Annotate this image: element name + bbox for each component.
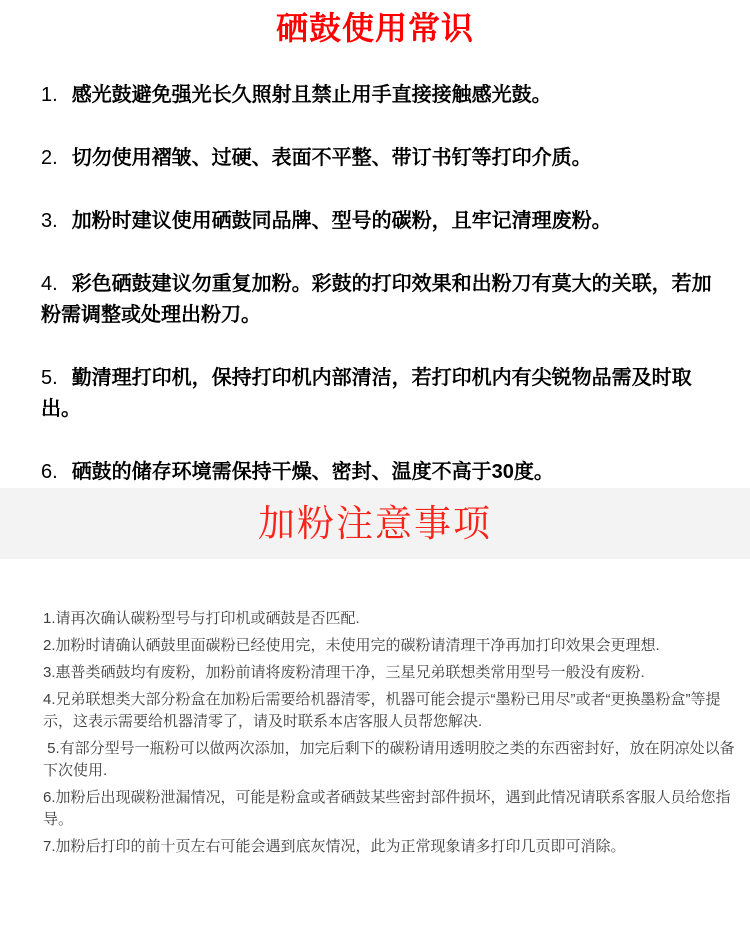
usage-item-number: 6. [41, 461, 58, 483]
usage-item-text: 切勿使用褶皱、过硬、表面不平整、带订书钉等打印介质。 [71, 147, 592, 169]
refill-item: 6.加粉后出现碳粉泄漏情况，可能是粉盒或者硒鼓某些密封部件损坏，遇到此情况请联系客服人员给您指导。 [43, 789, 731, 828]
refill-item: 2.加粉时请确认硒鼓里面碳粉已经使用完，未使用完的碳粉请清理干净再加打印效果会更理想. [43, 637, 660, 654]
usage-item-number: 2. [41, 147, 58, 169]
usage-item [41, 206, 712, 237]
refill-banner-title: 加粉注意事项 [258, 503, 492, 544]
usage-item [41, 363, 712, 425]
usage-item-text: 加粉时建议使用硒鼓同品牌、型号的碳粉，且牢记清理废粉。 [71, 210, 612, 232]
usage-item-text: 感光鼓避免强光长久照射且禁止用手直接接触感光鼓。 [71, 84, 552, 106]
usage-item-text: 彩色硒鼓建议勿重复加粉。彩鼓的打印效果和出粉刀有莫大的关联，若加粉需调整或处理出粉刀。 [41, 273, 712, 326]
usage-item-number: 3. [41, 210, 58, 232]
refill-item: 7.加粉后打印的前十页左右可能会遇到底灰情况，此为正常现象请多打印几页即可消除。 [43, 838, 626, 855]
refill-list [0, 608, 750, 863]
refill-item: 4.兄弟联想类大部分粉盒在加粉后需要给机器清零，机器可能会提示“墨粉已用尽”或者“更换墨粉盒”等提示，这表示需要给机器清零了，请及时联系本店客服人员帮您解决. [43, 691, 721, 730]
refill-item: 3.惠普类硒鼓均有废粉，加粉前请将废粉清理干净，三星兄弟联想类常用型号一般没有废粉. [43, 664, 645, 681]
usage-item [41, 269, 712, 331]
usage-item-number: 4. [41, 273, 58, 295]
usage-item-text: 硒鼓的储存环境需保持干燥、密封、温度不高于30度。 [71, 461, 554, 483]
usage-list [0, 80, 750, 488]
refill-banner [0, 488, 750, 559]
usage-section-title: 硒鼓使用常识 [275, 10, 474, 46]
usage-item-number: 5. [41, 367, 58, 389]
usage-item [41, 80, 712, 111]
usage-item [41, 143, 712, 174]
usage-item-number: 1. [41, 84, 58, 106]
usage-item [41, 457, 712, 488]
refill-item: 1.请再次确认碳粉型号与打印机或硒鼓是否匹配. [43, 610, 360, 627]
usage-item-text: 勤清理打印机，保持打印机内部清洁，若打印机内有尖锐物品需及时取出。 [41, 367, 692, 420]
refill-item: 5.有部分型号一瓶粉可以做两次添加，加完后剩下的碳粉请用透明胶之类的东西密封好，放在阴凉处以备下次使用. [43, 740, 735, 779]
